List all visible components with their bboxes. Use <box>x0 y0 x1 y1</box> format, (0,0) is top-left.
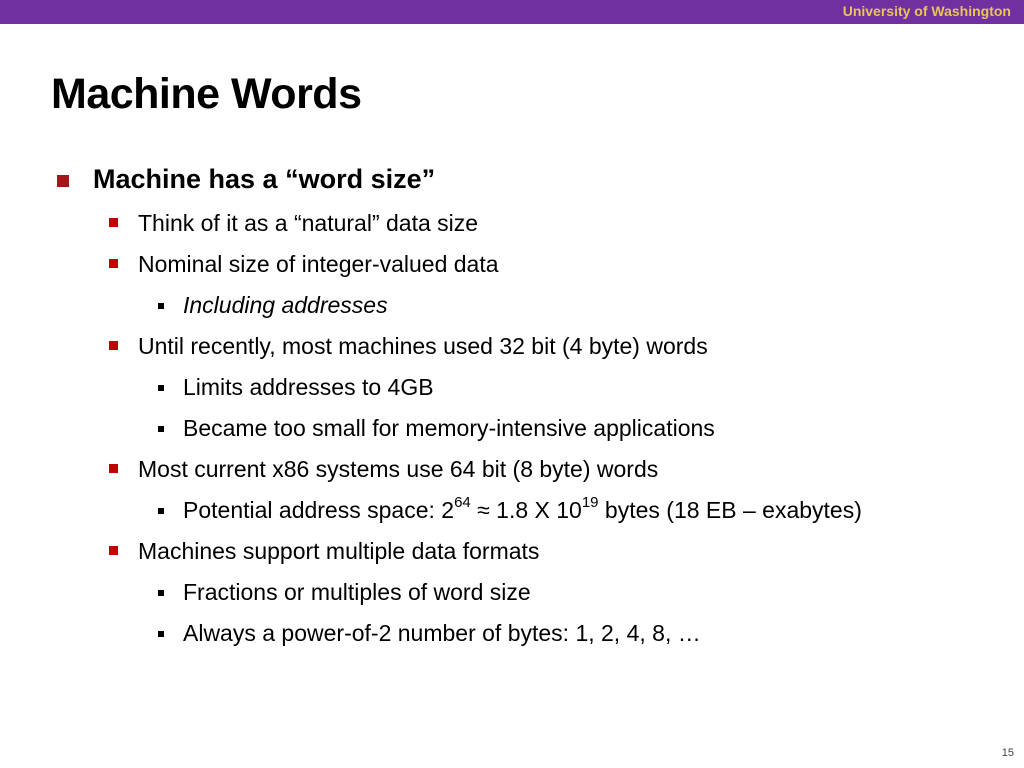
bullet-word-size <box>93 164 435 194</box>
bullet-square-icon <box>158 508 164 514</box>
bullet-text: Until recently, most machines used 32 bit (4 byte) words <box>138 333 708 359</box>
bullet-square-icon <box>158 631 164 637</box>
bullet-text: Became too small for memory-intensive applications <box>183 415 715 441</box>
bullet-square-icon <box>158 303 164 309</box>
address-space-suffix: bytes (18 EB – exabytes) <box>598 497 862 523</box>
approx-value: ≈ 1.8 X 10 <box>470 497 582 523</box>
bullet-square-icon <box>109 464 118 473</box>
bullet-text: Machine has a “word size” <box>93 164 436 194</box>
bullet-text: Most current x86 systems use 64 bit (8 byte) words <box>138 456 659 482</box>
bullet-power-of-2 <box>183 618 701 648</box>
bullet-square-icon <box>109 341 118 350</box>
bullet-text: Always a power-of-2 number of bytes: 1, 2, 4, 8, … <box>183 620 701 646</box>
address-space-prefix: Potential address space: 2 <box>183 497 455 523</box>
bullet-limits-4gb <box>183 372 434 402</box>
bullet-square-icon <box>57 175 69 187</box>
bullet-square-icon <box>109 546 118 555</box>
bullet-text: Including addresses <box>183 292 388 318</box>
slide-number: 15 <box>1001 747 1014 759</box>
bullet-address-space <box>183 495 862 525</box>
bullet-64-bit-words <box>138 454 658 484</box>
exponent-19: 19 <box>581 494 599 512</box>
bullet-multiple-formats <box>138 536 539 566</box>
bullet-square-icon <box>109 259 118 268</box>
bullet-text: Machines support multiple data formats <box>138 538 540 564</box>
bullet-including-addresses <box>183 290 388 320</box>
bullet-nominal-size <box>138 249 499 279</box>
institution-name: University of Washington <box>842 3 1011 19</box>
bullet-32-bit-words <box>138 331 708 361</box>
bullet-too-small <box>183 413 715 443</box>
bullet-fractions-multiples <box>183 577 531 607</box>
bullet-text: Nominal size of integer-valued data <box>138 251 499 277</box>
bullet-square-icon <box>158 590 164 596</box>
bullet-square-icon <box>158 385 164 391</box>
bullet-text: Limits addresses to 4GB <box>183 374 434 400</box>
exponent-64: 64 <box>454 494 471 512</box>
bullet-natural-size <box>138 208 478 238</box>
bullet-text: Think of it as a “natural” data size <box>138 210 479 236</box>
bullet-square-icon <box>109 218 118 227</box>
bullet-square-icon <box>158 426 164 432</box>
bullet-text: Fractions or multiples of word size <box>183 579 531 605</box>
slide-title: Machine Words <box>51 70 362 118</box>
